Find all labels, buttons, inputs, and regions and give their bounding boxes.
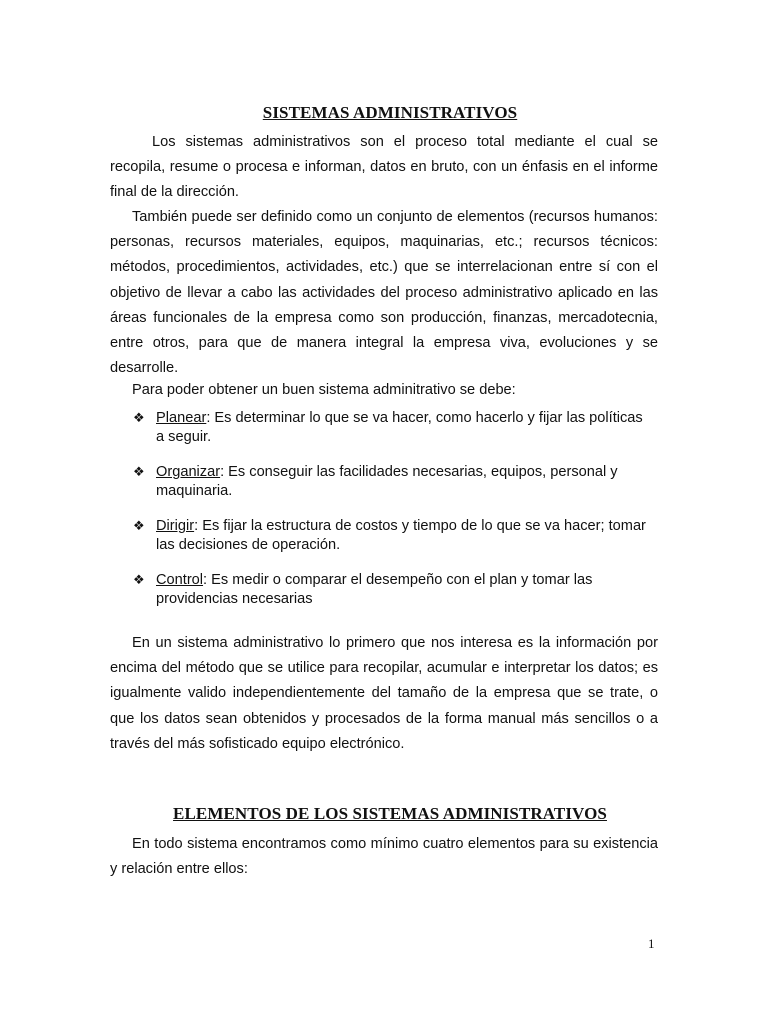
bullet-description: : Es fijar la estructura de costos y tiempo de lo que se va hacer; tomar las decisiones de operación. — [156, 518, 646, 553]
bullet-text — [156, 409, 653, 447]
bullet-term: Organizar — [156, 464, 221, 480]
bullet-description: : Es determinar lo que se va hacer, como hacerlo y fijar las políticas a seguir. — [156, 410, 643, 445]
bullet-term: Dirigir — [156, 518, 195, 534]
page-number: 1 — [648, 936, 655, 951]
paragraph-elements-definition: También puede ser definido como un conjunto de elementos (recursos humanos: personas, recursos materiales, equipos, maquinarias, etc.; recursos técnicos: métodos, procedimientos, actividades, etc.) que se interrelacionan entre sí con el objetivo de llevar a cabo las actividades del proceso administrativo aplicado en las áreas funcionales de la empresa como son producción, finanzas, mercadotecnia, entre otros, para que de manera integral la empresa viva, evoluciones y se desarrolle. — [110, 209, 658, 377]
bullet-text — [156, 517, 653, 555]
paragraph-definition: Los sistemas administrativos son el proceso total mediante el cual se recopila, resume o procesa e informan, datos en bruto, con un énfasis en el informe final de la dirección. — [110, 134, 658, 201]
diamond-bullet-icon: ❖ — [133, 519, 145, 534]
bullet-description: : Es conseguir las facilidades necesarias, equipos, personal y maquinaria. — [156, 464, 618, 499]
bullet-term: Control — [156, 572, 204, 588]
bullet-item-planear — [133, 409, 653, 447]
bullet-item-organizar — [133, 463, 653, 501]
paragraph-requirements-intro: Para poder obtener un buen sistema adminitrativo se debe: — [132, 382, 516, 398]
bullet-item-dirigir — [133, 517, 653, 555]
diamond-bullet-icon: ❖ — [133, 573, 145, 588]
bullet-description: : Es medir o comparar el desempeño con el plan y tomar las providencias necesarias — [156, 572, 593, 607]
bullet-text — [156, 571, 653, 609]
heading-sistemas-administrativos: SISTEMAS ADMINISTRATIVOS — [262, 103, 518, 122]
paragraph-four-elements: En todo sistema encontramos como mínimo cuatro elementos para su existencia y relación entre ellos: — [110, 836, 658, 878]
diamond-bullet-icon: ❖ — [133, 411, 145, 426]
bullet-item-control — [133, 571, 653, 609]
heading-elementos: ELEMENTOS DE LOS SISTEMAS ADMINISTRATIVOS — [173, 804, 607, 823]
diamond-bullet-icon: ❖ — [133, 465, 145, 480]
paragraph-information-importance: En un sistema administrativo lo primero que nos interesa es la información por encima del método que se utilice para recopilar, acumular e interpretar los datos; es igualmente valido independientemente del tamaño de la empresa que se trate, o que los datos sean obtenidos y procesados de la forma manual más sencillos o a través del más sofisticado equipo electrónico. — [110, 635, 658, 752]
bullet-text — [156, 463, 653, 501]
bullet-term: Planear — [156, 410, 207, 426]
